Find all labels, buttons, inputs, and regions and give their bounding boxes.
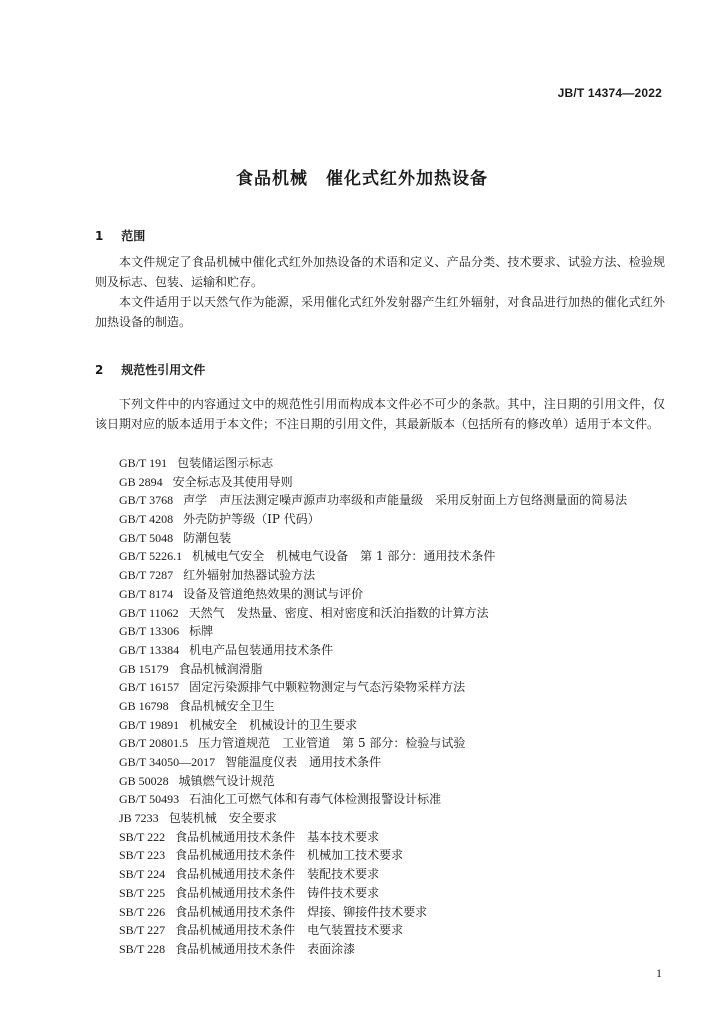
reference-item [119,641,679,660]
reference-title: 固定污染源排气中颗粒物测定与气态污染物采样方法 [189,680,466,695]
reference-item [119,846,679,865]
reference-item [119,678,679,697]
section-1-heading [95,227,145,244]
normative-references-list [119,454,679,959]
reference-item [119,921,679,940]
reference-title: 食品机械通用技术条件 表面涂漆 [175,941,356,956]
reference-title: 食品机械润滑脂 [178,661,263,676]
reference-code: GB/T 20801.5 [119,736,189,751]
reference-item [119,585,679,604]
reference-code: GB/T 19891 [119,717,180,732]
reference-title: 声学 声压法测定噪声源声功率级和声能量级 采用反射面上方包络测量面的简易法 [183,493,628,508]
section-1-number: 1 [95,229,104,243]
reference-code: GB/T 191 [119,456,168,470]
reference-item [119,473,679,492]
section-2-intro: 下列文件中的内容通过文中的规范性引用而构成本文件必不可少的条款。其中，注日期的引用文件，仅该日期对应的版本适用于本文件；不注日期的引用文件，其最新版本（包括所有的修改单）适用于本文件。 [95,397,665,431]
reference-code: GB 16798 [119,698,169,713]
section-2-heading [95,361,205,378]
reference-code: GB/T 3768 [119,493,174,508]
reference-code: GB/T 13306 [119,624,180,639]
reference-code: GB/T 8174 [119,586,174,601]
reference-code: SB/T 223 [119,848,166,863]
reference-title: 机械安全 机械设计的卫生要求 [189,717,358,732]
reference-code: GB/T 50493 [119,792,180,807]
reference-item [119,660,679,679]
reference-code: GB/T 5226.1 [119,549,183,564]
reference-code: SB/T 226 [119,904,166,919]
reference-item [119,491,679,510]
section-2-title: 规范性引用文件 [121,363,206,377]
reference-item [119,529,679,548]
reference-code: GB/T 16157 [119,680,180,695]
reference-item [119,716,679,735]
reference-item [119,790,679,809]
reference-title: 压力管道规范 工业管道 第 5 部分：检验与试验 [198,736,466,751]
reference-item [119,566,679,585]
reference-title: 机电产品包装通用技术条件 [189,642,334,657]
section-2-number: 2 [95,363,104,377]
reference-title: 机械电气安全 机械电气设备 第 1 部分：通用技术条件 [192,549,496,564]
reference-title: 包装机械 安全要求 [168,811,277,826]
section-1-paragraph: 本文件规定了食品机械中催化式红外加热设备的术语和定义、产品分类、技术要求、试验方法、检验规则及标志、包装、运输和贮存。 [95,255,665,289]
reference-title: 食品机械通用技术条件 铸件技术要求 [175,885,380,900]
reference-code: GB/T 7287 [119,568,174,583]
reference-code: GB 15179 [119,661,169,676]
reference-title: 设备及管道绝热效果的测试与评价 [183,586,364,601]
document-title: 食品机械 催化式红外加热设备 [236,169,488,189]
reference-item [119,772,679,791]
reference-item [119,884,679,903]
reference-item [119,454,679,473]
reference-item [119,734,679,753]
reference-item [119,604,679,623]
reference-title: 天然气 发热量、密度、相对密度和沃泊指数的计算方法 [188,605,489,620]
reference-code: SB/T 222 [119,829,166,844]
reference-title: 智能温度仪表 通用技术条件 [225,755,382,769]
reference-title: 标牌 [189,624,214,639]
reference-code: GB 50028 [119,773,169,788]
reference-item [119,510,679,529]
reference-item [119,622,679,641]
reference-title: 食品机械通用技术条件 机械加工技术要求 [175,848,404,863]
reference-item [119,940,679,959]
section-1-paragraph: 本文件适用于以天然气作为能源，采用催化式红外发射器产生红外辐射，对食品进行加热的催化式红外加热设备的制造。 [95,295,665,329]
reference-title: 食品机械安全卫生 [178,698,275,713]
reference-code: SB/T 227 [119,923,166,938]
standard-code: JB/T 14374—2022 [557,86,662,100]
reference-item [119,865,679,884]
reference-code: GB/T 5048 [119,530,174,545]
reference-item [119,697,679,716]
reference-title: 红外辐射加热器试验方法 [183,568,316,583]
reference-code: GB/T 4208 [119,512,174,527]
reference-code: GB/T 13384 [119,642,180,657]
reference-code: GB 2894 [119,474,163,489]
reference-item [119,828,679,847]
reference-title: 食品机械通用技术条件 电气装置技术要求 [175,923,404,938]
reference-code: GB/T 11062 [119,605,179,620]
reference-title: 食品机械通用技术条件 装配技术要求 [175,867,380,882]
reference-title: 石油化工可燃气体和有毒气体检测报警设计标准 [189,792,442,807]
reference-code: JB 7233 [119,811,159,826]
reference-title: 包装储运图示标志 [177,456,274,470]
reference-title: 外壳防护等级（IP 代码） [183,512,320,527]
reference-title: 城镇燃气设计规范 [178,773,275,788]
reference-item [119,753,679,772]
reference-item [119,809,679,828]
reference-title: 安全标志及其使用导则 [172,474,293,489]
reference-code: SB/T 225 [119,885,166,900]
reference-title: 食品机械通用技术条件 基本技术要求 [175,829,380,844]
reference-code: GB/T 34050—2017 [119,755,216,769]
reference-code: SB/T 228 [119,941,166,956]
section-1-title: 范围 [121,229,146,243]
reference-item [119,547,679,566]
reference-item [119,903,679,922]
reference-code: SB/T 224 [119,867,166,882]
reference-title: 食品机械通用技术条件 焊接、铆接件技术要求 [175,904,428,919]
page-number: 1 [656,966,662,980]
reference-title: 防潮包装 [183,530,232,545]
